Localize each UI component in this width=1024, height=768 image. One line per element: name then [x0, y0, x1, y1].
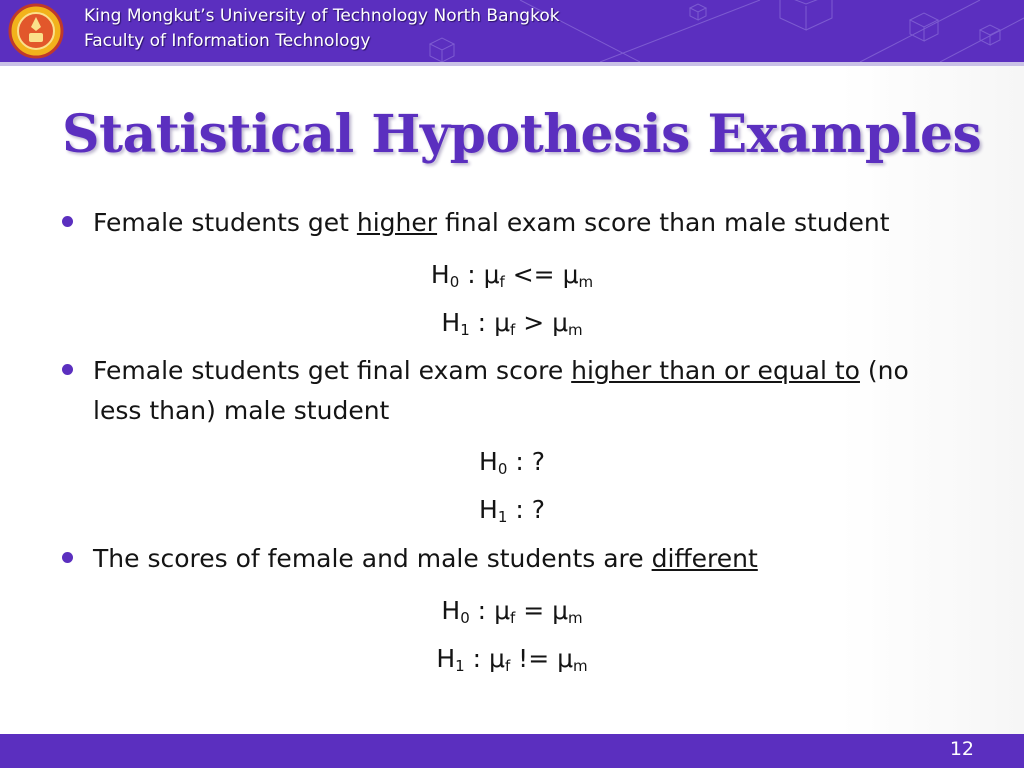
bullet-item-2: [62, 351, 962, 431]
hypothesis-h0-3: $H_0$ : $\mu_f = \mu_m$: [441, 596, 583, 627]
emphasis-text: higher than or equal to: [571, 356, 860, 385]
bullet-item-1: [62, 203, 962, 243]
bullet-text: final exam score than male student: [437, 208, 890, 237]
hypothesis-h1-3: $H_1$ : $\mu_f$ != $\mu_m$: [436, 644, 588, 675]
hypothesis-h0-1: $H_0$ : $\mu_f <= \mu_m$: [430, 260, 594, 291]
bullet-text: (no less than) male student: [93, 356, 909, 425]
university-seal-logo-icon: [8, 3, 64, 59]
bullet-dot-icon: [62, 364, 73, 375]
university-name: King Mongkut’s University of Technology North Bangkok: [84, 6, 560, 26]
bullet-item-3: [62, 539, 962, 579]
bullet-text: Female students get: [93, 208, 357, 237]
bullet-text: Female students get final exam score: [93, 356, 572, 385]
hypothesis-h1-2: $H_1$ : ?: [479, 495, 545, 526]
bullet-dot-icon: [62, 216, 73, 227]
hypothesis-h1-1: $H_1$ : $\mu_f > \mu_m$: [441, 308, 583, 339]
footer-band: [0, 734, 1024, 768]
emphasis-text: higher: [356, 208, 438, 237]
faculty-name: Faculty of Information Technology: [84, 31, 371, 51]
bullet-text: The scores of female and male students are: [93, 544, 652, 573]
slide-title: Statistical Hypothesis Examples: [62, 104, 982, 165]
bullet-dot-icon: [62, 552, 73, 563]
page-number: 12: [949, 738, 974, 760]
emphasis-text: different: [651, 544, 758, 573]
hypothesis-h0-2: $H_0$ : ?: [479, 447, 545, 478]
header-band: [0, 0, 1024, 62]
